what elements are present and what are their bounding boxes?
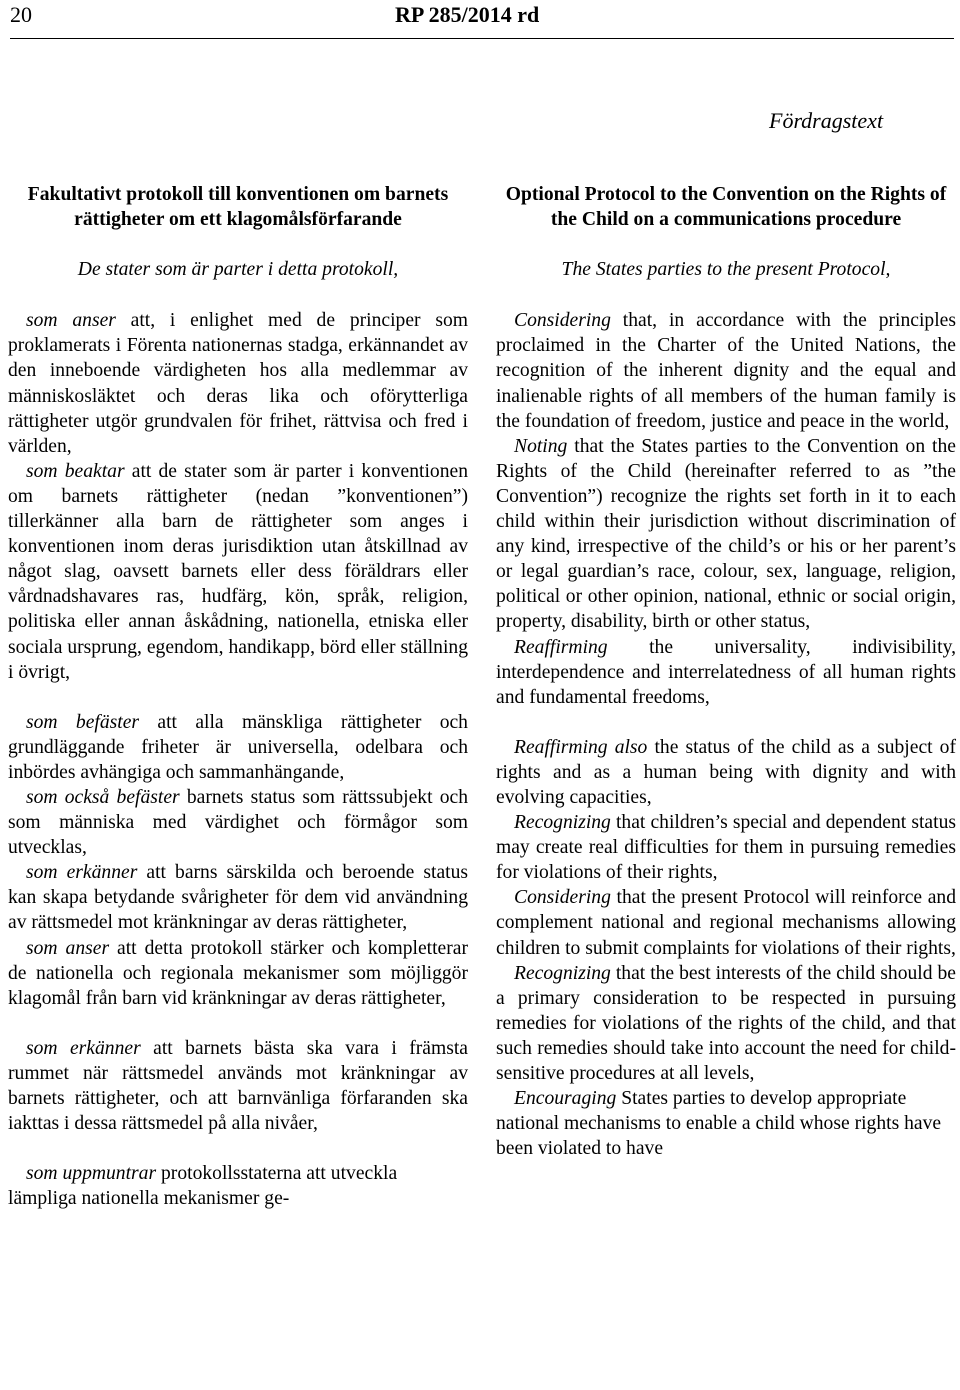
paragraph-lead: Considering	[514, 887, 611, 909]
swedish-paragraph	[8, 785, 468, 860]
swedish-paragraph	[8, 710, 468, 785]
swedish-paragraph	[8, 459, 468, 685]
paragraph-text: that the present Protocol will reinforce and complement national and regional mechanisms allowing children to submit complaints for violations of their rights,	[496, 887, 956, 959]
english-intro: The States parties to the present Protocol,	[561, 259, 891, 281]
paragraph-lead: som beaktar	[26, 460, 125, 482]
swedish-paragraph	[8, 860, 468, 935]
paragraph-text: the status of the child as a subject of rights and as a human being with dignity and with evolving capacities,	[496, 736, 956, 808]
swedish-paragraph	[8, 1036, 468, 1136]
paragraph-lead: som också befäster	[26, 786, 180, 808]
paragraph-text: States parties to develop appropriate national mechanisms to enable a child whose rights have been violated to have	[496, 1088, 942, 1160]
swedish-title: Fakultativt protokoll till konventionen om barnets rättigheter om ett klagomålsförfarande	[27, 184, 449, 231]
paragraph-lead: som anser	[26, 937, 110, 959]
paragraph-lead: som erkänner	[26, 1037, 141, 1059]
paragraph-text: protokollsstaterna att utveckla lämpliga nationella mekanismer ge-	[8, 1163, 398, 1210]
paragraph-lead: Reaffirming	[514, 636, 608, 658]
swedish-paragraph	[8, 936, 468, 1011]
english-paragraph	[496, 308, 956, 433]
document-id: RP 285/2014 rd	[395, 2, 540, 27]
paragraph-text: att alla mänskliga rättigheter och grundläggande friheter är universella, odelbara och inbördes avhängiga och sammanhängande,	[8, 711, 468, 783]
paragraph-lead: Noting	[514, 435, 568, 457]
paragraph-text: att detta protokoll stärker och kompletterar de nationella och regionala mekanismer som möjliggör klagomål från barn vid kränkningar av deras rättigheter,	[8, 937, 468, 1009]
english-paragraph	[496, 434, 956, 635]
swedish-column	[8, 182, 468, 1211]
english-paragraph	[496, 635, 956, 710]
paragraph-text: that children’s special and dependent status may create real difficulties for them in pursuing remedies for violations of their rights,	[496, 812, 956, 884]
english-paragraph	[496, 735, 956, 810]
english-paragraph	[496, 1086, 956, 1161]
english-paragraph	[496, 961, 956, 1086]
section-label: Fördragstext	[769, 108, 884, 133]
paragraph-lead: som befäster	[26, 711, 140, 733]
paragraph-lead: som uppmuntrar	[26, 1163, 157, 1185]
paragraph-lead: som anser	[26, 310, 116, 332]
paragraph-lead: som erkänner	[26, 862, 138, 884]
paragraph-text: barnets status som rättssubjekt och som människa med värdighet och förmågor som utvecklas,	[8, 786, 468, 859]
header-rule	[10, 38, 954, 39]
paragraph-lead: Encouraging	[514, 1088, 617, 1110]
paragraph-lead: Recognizing	[514, 812, 611, 834]
english-paragraph	[496, 810, 956, 885]
paragraph-lead: Considering	[514, 310, 611, 332]
paragraph-text: that, in accordance with the principles proclaimed in the Charter of the United Nations, the recognition of the inherent dignity and the equal and inalienable rights of all members of the human family is the foundation of freedom, justice and peace in the world,	[496, 310, 956, 432]
swedish-paragraph	[8, 308, 468, 459]
paragraph-text: the universality, indivisibility, interdependence and interrelatedness of all human rights and fundamental freedoms,	[496, 636, 956, 708]
english-title: Optional Protocol to the Convention on the Rights of the Child on a communications procedure	[505, 184, 947, 231]
swedish-paragraph	[8, 1161, 468, 1211]
paragraph-text: att de stater som är parter i konventionen om barnets rättigheter (nedan ”konventionen”) tillerkänner alla barn de rättigheter som anges i konventionen inom deras jurisdiktion utan åtskillnad av något slag, oavsett barnets eller dess föräldrars eller vårdnadshavares ras, hudfärg, kön, språk, religion, politiska eller annan åskådning, nationella, etniska eller sociala ursprung, egendom, handikapp, börd eller ställning i övrigt,	[8, 460, 468, 683]
paragraph-text: att barnets bästa ska vara i främsta rummet när rättsmedel används mot kränkningar av barnets rättigheter, och att barnvänliga förfaranden ska iakttas i dessa rättsmedel på alla nivåer,	[8, 1037, 469, 1135]
english-column	[496, 182, 956, 1161]
paragraph-text: att barns särskilda och beroende status kan skapa betydande svårigheter för dem vid användning av rättsmedel mot kränkningar av deras rättigheter,	[8, 862, 469, 934]
english-paragraph	[496, 885, 956, 960]
paragraph-text: that the States parties to the Convention on the Rights of the Child (hereinafter referred to as ”the Convention”) recognize the rights set forth in it to each child within their jurisdiction without discrimination of any kind, irrespective of the child’s or his or her parent’s or legal guardian’s race, colour, sex, language, religion, political or other opinion, national, ethnic or social origin, property, disability, birth or other status,	[496, 435, 956, 633]
paragraph-text: that the best interests of the child should be a primary consideration to be respected in pursuing remedies for violations of the rights of the child, and that such remedies should take into account the need for child-sensitive procedures at all levels,	[496, 962, 956, 1084]
paragraph-lead: Recognizing	[514, 962, 611, 984]
paragraph-lead: Reaffirming also	[514, 736, 648, 758]
paragraph-text: att, i enlighet med de principer som proklamerats i Förenta nationernas stadga, erkännandet av den inneboende värdigheten hos alla medlemmar av människosläktet och deras lika och oförytterliga rättigheter utgör grundvalen för frihet, rättvisa och fred i världen,	[8, 310, 468, 457]
swedish-intro: De stater som är parter i detta protokoll,	[77, 259, 399, 281]
page-number: 20	[10, 2, 32, 27]
